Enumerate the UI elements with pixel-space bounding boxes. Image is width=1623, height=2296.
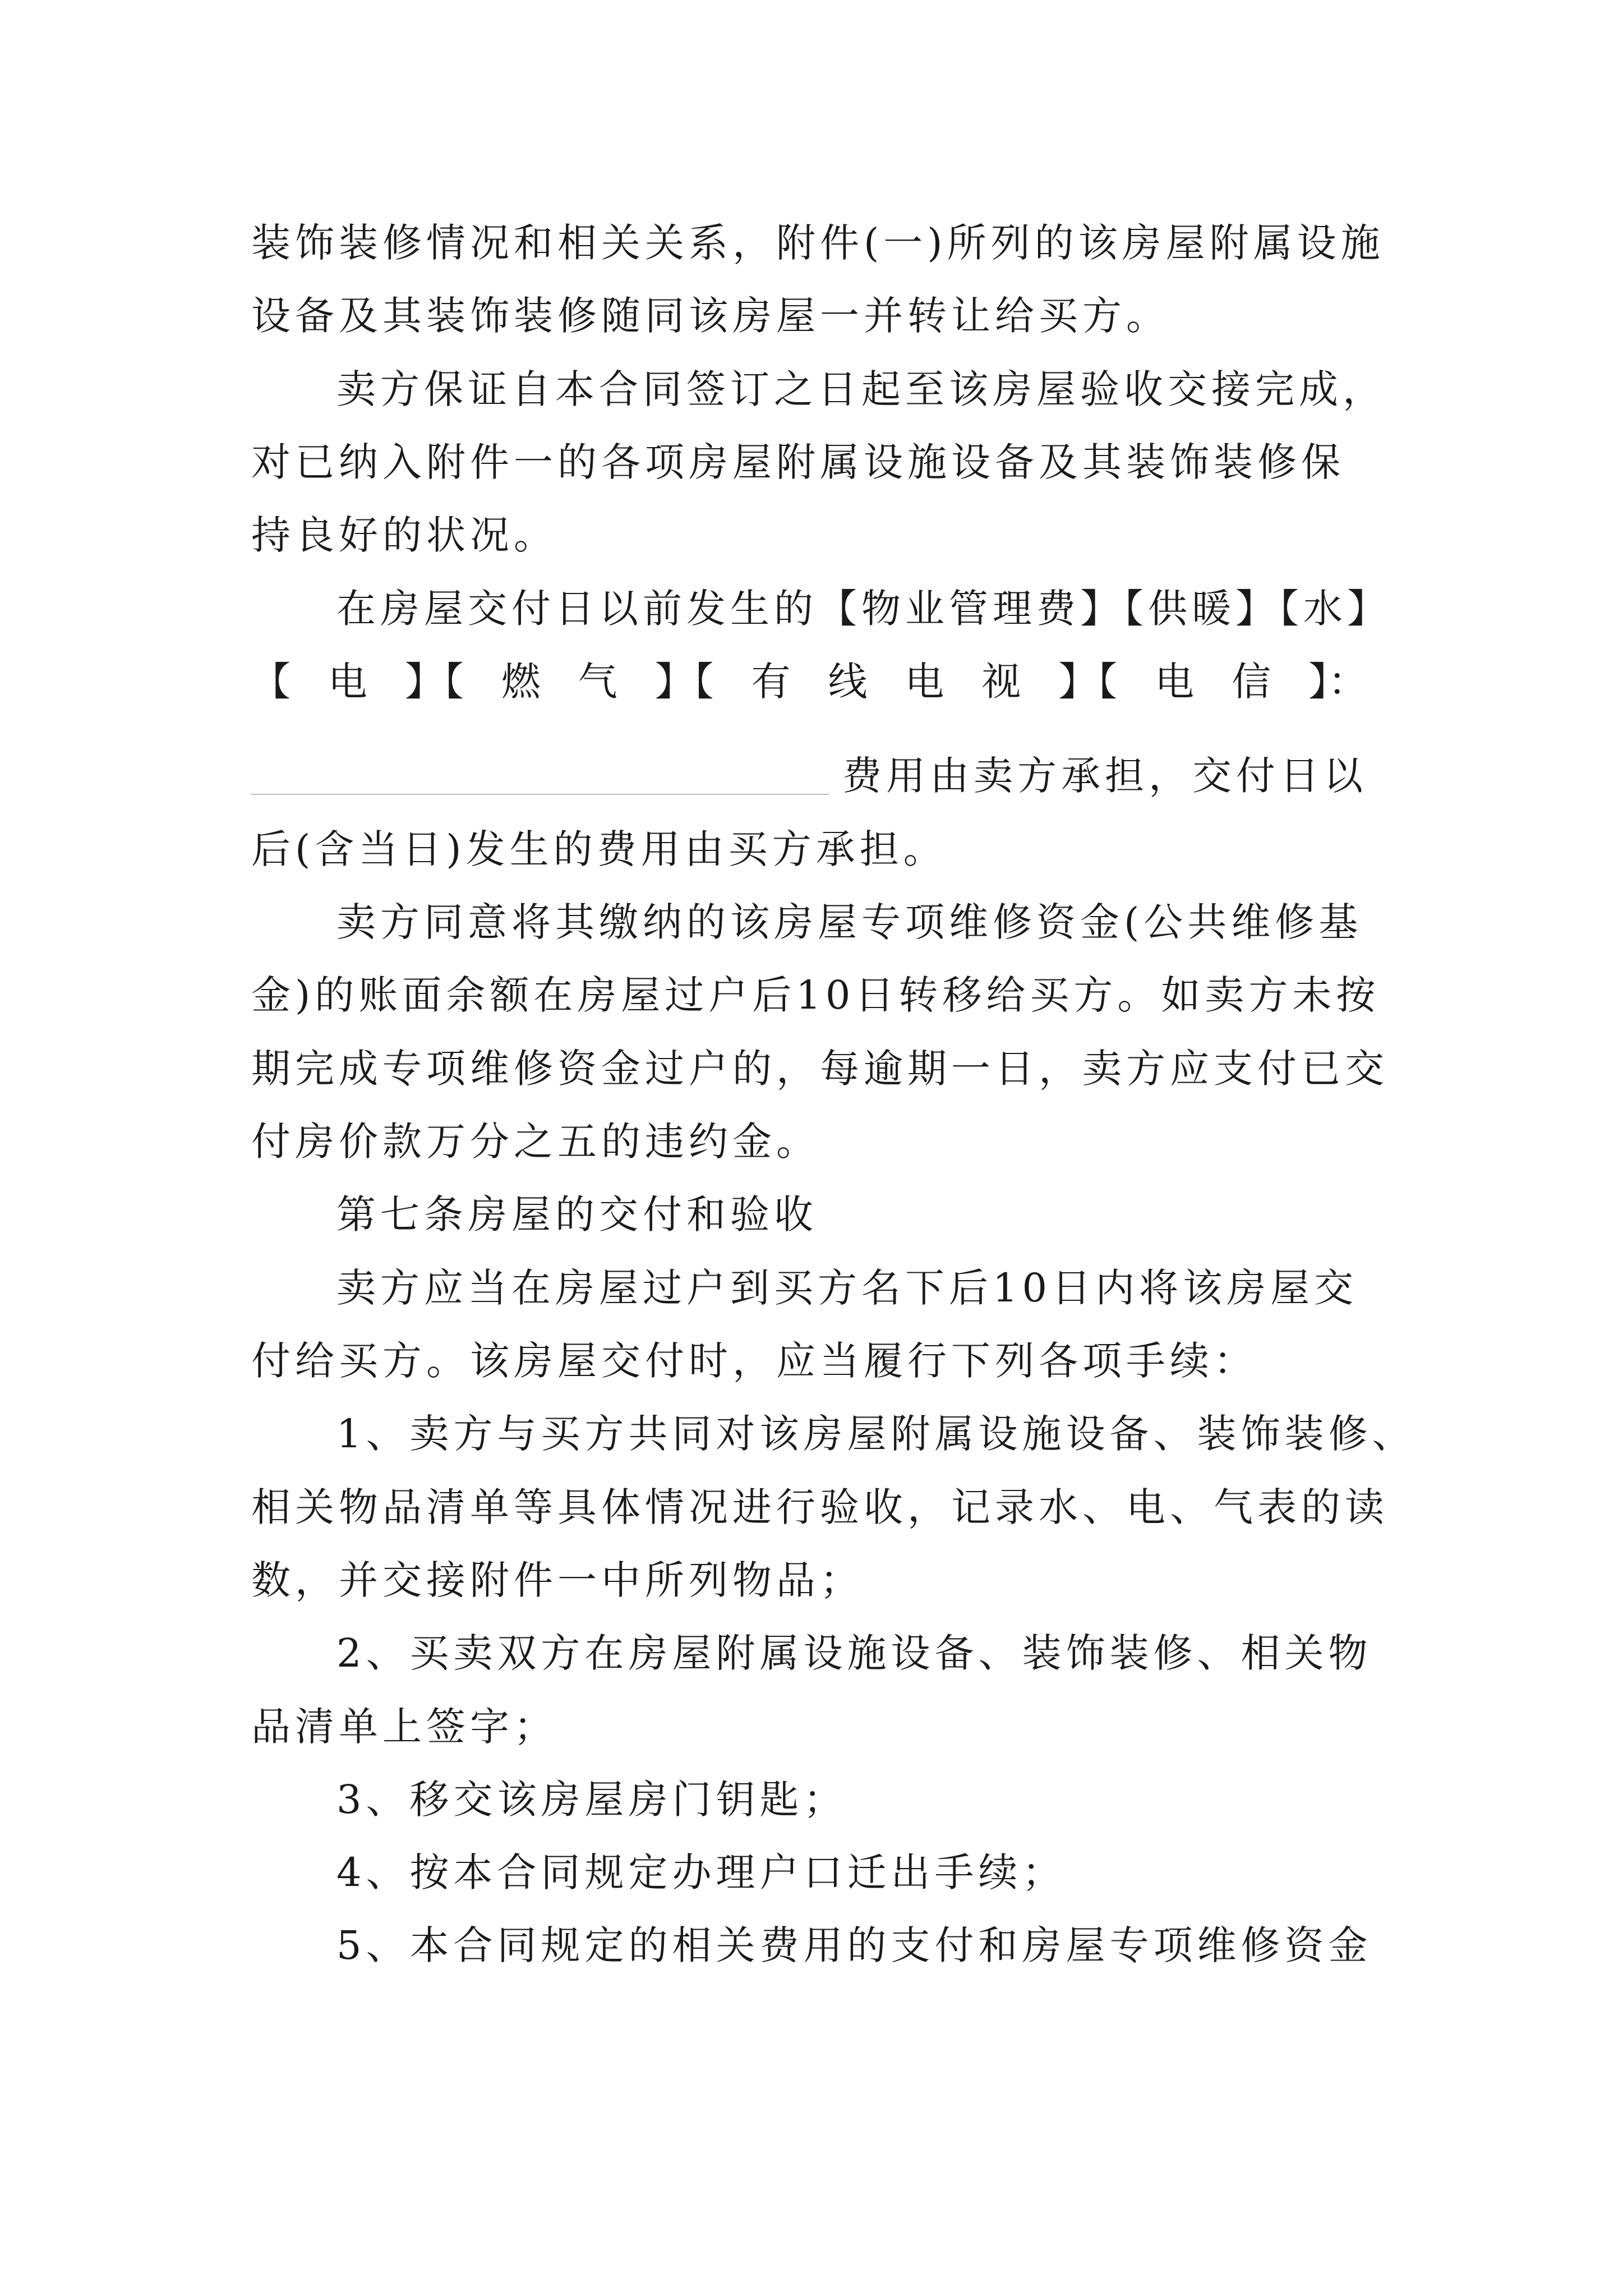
paragraph-b-line-3: 持良好的状况。 [251,512,557,558]
item-2-line-2: 品清单上签字； [251,1704,557,1750]
fee-item-char: 】【 [654,659,714,705]
fee-item-char: 有 [751,659,791,705]
fee-item-char: 视 [981,659,1021,705]
paragraph-a-line-2: 设备及其装饰装修随同该房屋一并转让给买方。 [251,293,1170,339]
fee-item-char: 电 [905,659,944,705]
paragraph-c-line-1: 在房屋交付日以前发生的【物业管理费】【供暖】【水】 [336,586,1391,632]
article-7-line-2: 付给买方。该房屋交付时，应当履行下列各项手续： [251,1338,1257,1384]
article-7-line-1: 卖方应当在房屋过户到买方名下后10日内将该房屋交 [336,1265,1358,1311]
fee-item-char: 信 [1232,659,1271,705]
fill-in-blank-line [251,794,829,795]
fee-item-char: 】【 [404,659,464,705]
fee-item-char: 】【 [1058,659,1118,705]
item-3: 3、移交该房屋房门钥匙； [336,1777,847,1823]
paragraph-d-line-2: 金)的账面余额在房屋过户后10日转移给买方。如卖方未按 [251,972,1380,1018]
fee-item-char: 线 [828,659,868,705]
item-1-line-2: 相关物品清单等具体情况进行验收，记录水、电、气表的读 [251,1484,1389,1530]
article-7-heading: 第七条房屋的交付和验收 [336,1191,818,1237]
paragraph-d-line-4: 付房价款万分之五的违约金。 [251,1119,820,1165]
fee-item-char: 】： [1308,659,1367,705]
fee-item-char: 电 [328,659,367,705]
fee-item-char: 燃 [501,659,541,705]
item-4: 4、按本合同规定办理户口迁出手续； [336,1849,1066,1895]
fee-item-char: 【 [251,659,291,705]
item-5: 5、本合同规定的相关费用的支付和房屋专项维修资金 [336,1922,1372,1968]
item-1-line-3: 数，并交接附件一中所列物品； [251,1557,864,1603]
item-1-line-1: 1、卖方与买方共同对该房屋附属设施设备、装饰装修、 [336,1411,1416,1457]
paragraph-a-line-1: 装饰装修情况和相关关系，附件(一)所列的该房屋附属设施 [251,220,1385,266]
fee-item-char: 气 [578,659,617,705]
paragraph-b-line-2: 对已纳入附件一的各项房屋附属设施设备及其装饰装修保 [251,439,1345,485]
paragraph-c-line-3: 费用由卖方承担，交付日以 [842,753,1367,799]
paragraph-c-line-2 [251,654,1367,710]
paragraph-d-line-3: 期完成专项维修资金过户的，每逾期一日，卖方应支付已交 [251,1046,1389,1092]
paragraph-d-line-1: 卖方同意将其缴纳的该房屋专项维修资金(公共维修基 [336,899,1363,945]
paragraph-b-line-1: 卖方保证自本合同签订之日起至该房屋验收交接完成， [336,366,1386,412]
item-2-line-1: 2、买卖双方在房屋附属设施设备、装饰装修、相关物 [336,1630,1372,1676]
fee-item-char: 电 [1155,659,1195,705]
paragraph-c-line-4: 后(含当日)发生的费用由买方承担。 [251,826,947,872]
